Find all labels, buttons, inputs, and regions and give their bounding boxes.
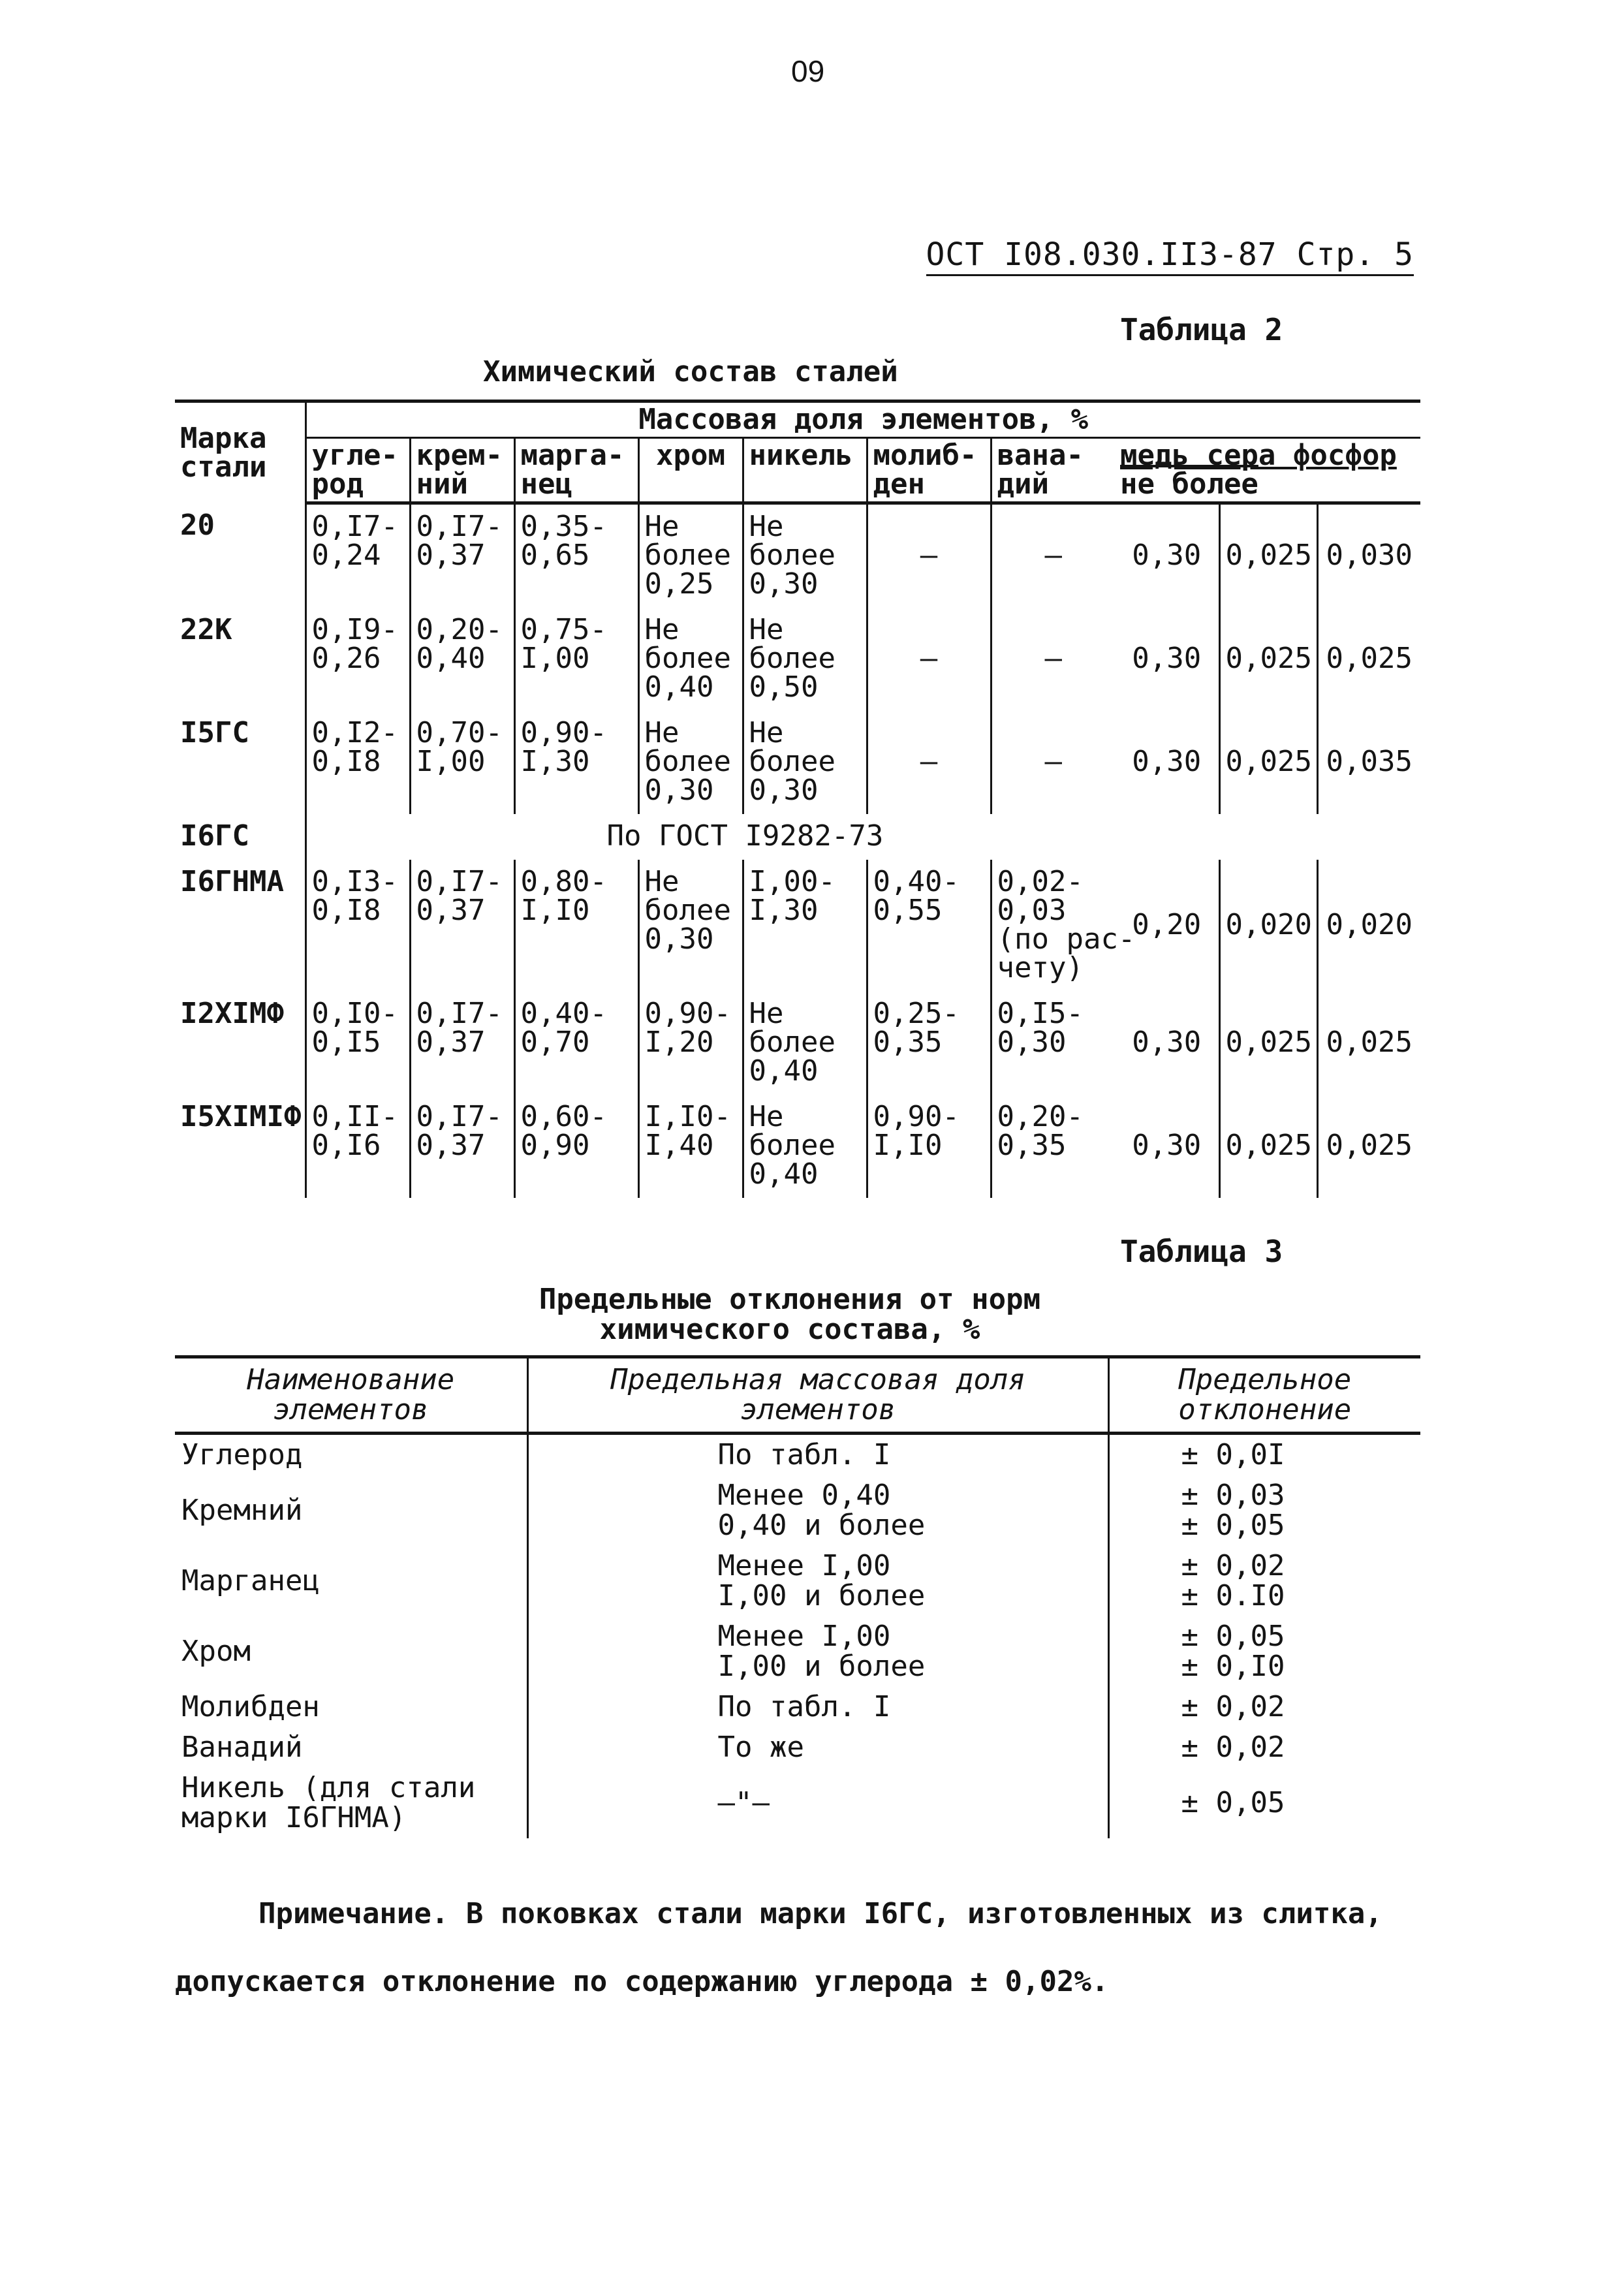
deviation-cell [1108, 1727, 1420, 1768]
chromium-cell-line: Не [644, 716, 679, 749]
deviation-cell [1108, 1616, 1420, 1687]
carbon-cell-line: 0,26 [311, 642, 381, 675]
chromium-cell-line: 0,25 [644, 567, 714, 601]
mass-fraction-cell [527, 1727, 1108, 1768]
manganese-cell-line: 0,35- [520, 510, 607, 543]
copper-cell: 0,30 [1132, 745, 1202, 778]
column-header-manganese: марга-нец [514, 438, 638, 503]
vanadium-cell-line: 0,02- [997, 865, 1084, 898]
silicon-cell [410, 992, 514, 1095]
chromium-cell [638, 860, 743, 992]
mass-fraction-cell [527, 1687, 1108, 1727]
manganese-cell-line: 0,80- [520, 865, 607, 898]
carbon-cell-line: 0,I7- [311, 510, 398, 543]
element-name: Молибден [181, 1690, 320, 1723]
column-header-vanadium: вана-дий [991, 438, 1115, 503]
deviation-row [175, 1727, 1420, 1768]
deviation-cell-line: ± 0,03 [1181, 1479, 1285, 1512]
chromium-cell-line: 0,30 [644, 922, 714, 956]
composition-row [175, 608, 1420, 711]
document-code: ОСТ I08.030.II3-87 Стр. 5 [926, 236, 1414, 276]
nickel-cell-line: Не [749, 997, 784, 1030]
silicon-cell [410, 503, 514, 608]
vanadium-cell [991, 711, 1115, 814]
vanadium-cell-line: (по рас- [997, 922, 1136, 956]
carbon-cell-line: 0,I9- [311, 613, 398, 646]
vanadium-cell-line: чету) [997, 951, 1084, 984]
deviation-cell [1108, 1475, 1420, 1546]
carbon-cell [305, 503, 410, 608]
nickel-cell-line: Не [749, 1100, 784, 1133]
carbon-cell [305, 711, 410, 814]
silicon-cell-line: 0,I7- [416, 510, 503, 543]
phosphorus-cell: 0,025 [1317, 1095, 1420, 1198]
vanadium-cell-line: 0,I5- [997, 997, 1084, 1030]
sulfur-cell: 0,025 [1219, 711, 1317, 814]
column-header-grade: Марка стали [175, 401, 305, 503]
vanadium-cell-line: 0,03 [997, 894, 1067, 927]
sulfur-cell: 0,025 [1219, 1095, 1317, 1198]
vanadium-cell [991, 992, 1115, 1095]
column-header-mass-fraction: Предельная массовая доля элементов [527, 1357, 1108, 1434]
column-header-deviation: Предельное отклонение [1108, 1357, 1420, 1434]
chromium-cell-line: I,20 [644, 1026, 714, 1059]
steel-grade: I6ГНМА [180, 865, 284, 898]
nickel-cell-line: Не [749, 613, 784, 646]
nickel-cell [743, 992, 867, 1095]
molybdenum-cell-line: I,I0 [873, 1129, 943, 1162]
steel-grade: I2ХIМФ [180, 997, 284, 1030]
manganese-cell [514, 860, 638, 992]
silicon-cell [410, 711, 514, 814]
table3-title-line2: химического состава, % [599, 1313, 980, 1346]
column-header-copper-sulfur-phosphorus [1115, 438, 1420, 503]
element-name: Кремний [181, 1494, 303, 1527]
silicon-cell-line: 0,20- [416, 613, 503, 646]
carbon-cell-line: 0,I5 [311, 1026, 381, 1059]
carbon-cell-line: 0,I0- [311, 997, 398, 1030]
composition-row [175, 503, 1420, 608]
nickel-cell-line: Не [749, 716, 784, 749]
mass-fraction-cell [527, 1768, 1108, 1838]
nickel-cell-line: 0,40 [749, 1157, 819, 1191]
nickel-cell-line: I,30 [749, 894, 819, 927]
vanadium-cell-line: – [1044, 642, 1062, 675]
deviation-cell-line: ± 0,I0 [1181, 1650, 1285, 1683]
table3-title-line1: Предельные отклонения от норм [539, 1283, 1041, 1316]
deviation-cell-line: ± 0.I0 [1181, 1579, 1285, 1612]
molybdenum-cell [867, 992, 991, 1095]
mass-fraction-header: Массовая доля элементов, % [305, 401, 1420, 438]
silicon-cell [410, 1095, 514, 1198]
chromium-cell-line: более [644, 539, 731, 572]
deviation-row [175, 1768, 1420, 1838]
silicon-cell-line: 0,70- [416, 716, 503, 749]
nickel-cell-line: более [749, 539, 835, 572]
chromium-cell-line: более [644, 745, 731, 778]
nickel-cell-line: более [749, 642, 835, 675]
chromium-cell-line: Не [644, 510, 679, 543]
phosphorus-cell: 0,020 [1317, 860, 1420, 992]
nickel-cell-line: 0,30 [749, 774, 819, 807]
column-header-carbon: угле-род [305, 438, 410, 503]
silicon-cell [410, 608, 514, 711]
chromium-cell-line: I,I0- [644, 1100, 731, 1133]
deviation-row [175, 1434, 1420, 1476]
molybdenum-cell-line: 0,40- [873, 865, 960, 898]
chromium-cell [638, 992, 743, 1095]
manganese-cell-line: I,I0 [520, 894, 590, 927]
sulfur-cell: 0,025 [1219, 608, 1317, 711]
manganese-cell-line: 0,60- [520, 1100, 607, 1133]
manganese-cell-line: 0,90 [520, 1129, 590, 1162]
deviation-cell [1108, 1687, 1420, 1727]
chromium-cell [638, 608, 743, 711]
silicon-cell-line: 0,I7- [416, 997, 503, 1030]
silicon-cell-line: 0,I7- [416, 865, 503, 898]
chromium-cell [638, 503, 743, 608]
mass-fraction-cell-line: I,00 и более [717, 1650, 926, 1683]
vanadium-cell [991, 608, 1115, 711]
carbon-cell-line: 0,I2- [311, 716, 398, 749]
phosphorus-cell: 0,025 [1317, 608, 1420, 711]
sulfur-cell: 0,025 [1219, 503, 1317, 608]
deviation-row [175, 1616, 1420, 1687]
steel-grade: 20 [180, 508, 215, 542]
carbon-cell [305, 992, 410, 1095]
composition-row [175, 814, 1420, 860]
phosphorus-cell: 0,030 [1317, 503, 1420, 608]
copper-cell: 0,30 [1132, 1129, 1202, 1162]
column-header-molybdenum: молиб-ден [867, 438, 991, 503]
table3-label: Таблица 3 [1120, 1234, 1283, 1269]
manganese-cell [514, 608, 638, 711]
composition-row [175, 992, 1420, 1095]
sulfur-cell: 0,025 [1219, 992, 1317, 1095]
silicon-cell-line: 0,I7- [416, 1100, 503, 1133]
chemical-composition-table [175, 400, 1420, 1198]
nickel-cell [743, 608, 867, 711]
element-name: Углерод [181, 1438, 303, 1471]
deviation-cell-line: ± 0,05 [1181, 1620, 1285, 1653]
silicon-cell-line: 0,37 [416, 894, 486, 927]
silicon-cell-line: 0,37 [416, 1026, 486, 1059]
silicon-cell [410, 860, 514, 992]
chromium-cell-line: 0,90- [644, 997, 731, 1030]
nickel-cell-line: 0,30 [749, 567, 819, 601]
mass-fraction-cell [527, 1616, 1108, 1687]
nickel-cell-line: более [749, 1026, 835, 1059]
vanadium-cell-line: – [1044, 745, 1062, 778]
carbon-cell [305, 608, 410, 711]
mass-fraction-cell-line: По табл. I [717, 1438, 891, 1471]
chromium-cell-line: 0,40 [644, 670, 714, 704]
carbon-cell-line: 0,I3- [311, 865, 398, 898]
chromium-cell-line: более [644, 642, 731, 675]
chromium-cell-line: более [644, 894, 731, 927]
not-more-label: не более [1120, 467, 1258, 501]
manganese-cell [514, 711, 638, 814]
note-paragraph: Примечание. В поковках стали марки I6ГС, изготовленных из слитка, допускается отклонение по содержанию углерода ± 0,02%. [175, 1897, 1382, 1998]
vanadium-cell-line: 0,30 [997, 1026, 1067, 1059]
deviation-cell-line: ± 0,02 [1181, 1690, 1285, 1723]
carbon-cell-line: 0,I6 [311, 1129, 381, 1162]
carbon-cell [305, 1095, 410, 1198]
molybdenum-cell-line: 0,25- [873, 997, 960, 1030]
molybdenum-cell [867, 503, 991, 608]
sulfur-cell: 0,020 [1219, 860, 1317, 992]
manganese-cell-line: 0,75- [520, 613, 607, 646]
nickel-cell-line: I,00- [749, 865, 835, 898]
nickel-cell-line: более [749, 745, 835, 778]
nickel-cell-line: 0,50 [749, 670, 819, 704]
nickel-cell-line: более [749, 1129, 835, 1162]
chromium-cell-line: I,40 [644, 1129, 714, 1162]
chromium-cell-line: Не [644, 613, 679, 646]
mass-fraction-cell-line: I,00 и более [717, 1579, 926, 1612]
column-header-element-name: Наименование элементов [175, 1357, 527, 1434]
vanadium-cell-line: – [1044, 539, 1062, 572]
manganese-cell-line: I,30 [520, 745, 590, 778]
deviation-cell-line: ± 0,05 [1181, 1786, 1285, 1819]
table3-title [496, 1285, 1084, 1345]
deviation-cell-line: ± 0,02 [1181, 1731, 1285, 1764]
mass-fraction-cell-line: 0,40 и более [717, 1509, 926, 1542]
manganese-cell [514, 503, 638, 608]
nickel-cell [743, 503, 867, 608]
manganese-cell [514, 1095, 638, 1198]
vanadium-cell [991, 1095, 1115, 1198]
mass-fraction-cell-line: –"– [717, 1786, 770, 1819]
chromium-cell [638, 711, 743, 814]
composition-row [175, 860, 1420, 992]
molybdenum-cell-line: – [920, 539, 938, 572]
molybdenum-cell-line: 0,35 [873, 1026, 943, 1059]
column-header-silicon: крем-ний [410, 438, 514, 503]
manganese-cell-line: I,00 [520, 642, 590, 675]
element-name: Никель (для стали марки I6ГНМА) [181, 1771, 476, 1834]
page-number: 09 [791, 54, 825, 88]
mass-fraction-cell [527, 1434, 1108, 1476]
manganese-cell-line: 0,70 [520, 1026, 590, 1059]
carbon-cell-line: 0,I8 [311, 745, 381, 778]
mass-fraction-cell-line: По табл. I [717, 1690, 891, 1723]
table2-label: Таблица 2 [1120, 312, 1283, 347]
steel-grade: I5ГС [180, 716, 249, 749]
silicon-cell-line: I,00 [416, 745, 486, 778]
manganese-cell-line: 0,40- [520, 997, 607, 1030]
deviation-cell [1108, 1434, 1420, 1476]
molybdenum-cell-line: – [920, 745, 938, 778]
copper-cell: 0,30 [1132, 642, 1202, 675]
mass-fraction-cell-line: Менее I,00 [717, 1620, 891, 1653]
deviation-row [175, 1475, 1420, 1546]
manganese-cell [514, 992, 638, 1095]
deviation-table [175, 1355, 1420, 1838]
chromium-cell-line: Не [644, 865, 679, 898]
vanadium-cell-line: 0,35 [997, 1129, 1067, 1162]
steel-grade: 22К [180, 613, 232, 646]
copper-cell: 0,20 [1132, 908, 1202, 941]
copper-sulfur-phosphorus-label: медь сера фосфор [1120, 439, 1397, 472]
silicon-cell-line: 0,37 [416, 539, 486, 572]
nickel-cell [743, 860, 867, 992]
copper-cell: 0,30 [1132, 1026, 1202, 1059]
chromium-cell-line: 0,30 [644, 774, 714, 807]
molybdenum-cell [867, 608, 991, 711]
copper-cell: 0,30 [1132, 539, 1202, 572]
gost-reference: По ГОСТ I9282-73 [305, 814, 1420, 860]
chromium-cell [638, 1095, 743, 1198]
manganese-cell-line: 0,90- [520, 716, 607, 749]
mass-fraction-cell [527, 1546, 1108, 1616]
manganese-cell-line: 0,65 [520, 539, 590, 572]
vanadium-cell [991, 860, 1136, 992]
mass-fraction-cell-line: Менее 0,40 [717, 1479, 891, 1512]
element-name: Хром [181, 1635, 251, 1668]
deviation-cell [1108, 1768, 1420, 1838]
phosphorus-cell: 0,035 [1317, 711, 1420, 814]
nickel-cell [743, 1095, 867, 1198]
molybdenum-cell-line: 0,55 [873, 894, 943, 927]
molybdenum-cell [867, 711, 991, 814]
deviation-cell [1108, 1546, 1420, 1616]
element-name: Ванадий [181, 1731, 303, 1764]
silicon-cell-line: 0,40 [416, 642, 486, 675]
column-header-chromium: хром [638, 438, 743, 503]
table2-title: Химический состав сталей [483, 355, 898, 388]
deviation-row [175, 1687, 1420, 1727]
carbon-cell-line: 0,24 [311, 539, 381, 572]
molybdenum-cell-line: 0,90- [873, 1100, 960, 1133]
carbon-cell-line: 0,I8 [311, 894, 381, 927]
column-header-nickel: никель [743, 438, 867, 503]
composition-row [175, 711, 1420, 814]
deviation-cell-line: ± 0,0I [1181, 1438, 1285, 1471]
phosphorus-cell: 0,025 [1317, 992, 1420, 1095]
nickel-cell [743, 711, 867, 814]
deviation-row [175, 1546, 1420, 1616]
composition-row [175, 1095, 1420, 1198]
molybdenum-cell [867, 860, 991, 992]
silicon-cell-line: 0,37 [416, 1129, 486, 1162]
nickel-cell-line: Не [749, 510, 784, 543]
molybdenum-cell-line: – [920, 642, 938, 675]
carbon-cell [305, 860, 410, 992]
mass-fraction-cell [527, 1475, 1108, 1546]
molybdenum-cell [867, 1095, 991, 1198]
deviation-cell-line: ± 0,02 [1181, 1549, 1285, 1582]
carbon-cell-line: 0,II- [311, 1100, 398, 1133]
steel-grade: I5ХIМIФ [180, 1100, 302, 1133]
deviation-cell-line: ± 0,05 [1181, 1509, 1285, 1542]
steel-grade: I6ГС [180, 819, 249, 853]
element-name: Марганец [181, 1564, 320, 1597]
nickel-cell-line: 0,40 [749, 1054, 819, 1088]
vanadium-cell [991, 503, 1115, 608]
mass-fraction-cell-line: То же [717, 1731, 804, 1764]
mass-fraction-cell-line: Менее I,00 [717, 1549, 891, 1582]
vanadium-cell-line: 0,20- [997, 1100, 1084, 1133]
